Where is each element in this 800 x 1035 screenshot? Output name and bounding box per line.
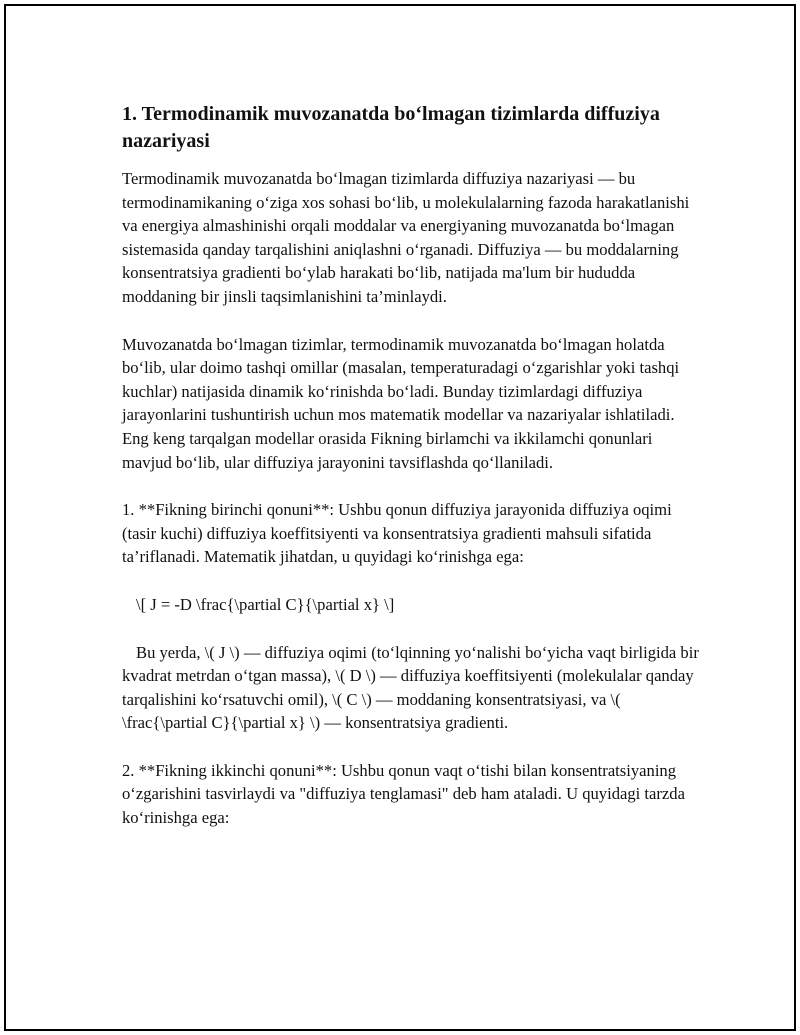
section-title: 1. Termodinamik muvozanatda bo‘lmagan tizimlarda diffuziya nazariyasi — [122, 103, 660, 152]
paragraph-first-law: 1. **Fikning birinchi qonuni**: Ushbu qonun diffuziya jarayonida diffuziya oqimi (tasir kuchi) diffuziya koeffitsiyenti va konsentratsiya gradienti mahsuli sifatida ta’riflanadi. Matematik jihatdan, u quyidagi ko‘rinishga ega: — [122, 500, 672, 567]
paragraph-explanation: Bu yerda, \( J \) — diffuziya oqimi (to‘lqinning yo‘nalishi bo‘yicha vaqt birligida bir kvadrat metrdan o‘tgan massa), \( D \) — diffuziya koeffitsiyenti (molekulalar qanday tarqalishini ko‘rsatuvchi omil), \( C \) — moddaning konsentratsiyasi, va \( \frac{\partial C}{\partial x} \) — konsentratsiya gradienti. — [122, 642, 699, 733]
paragraph-intro: Termodinamik muvozanatda bo‘lmagan tizimlarda diffuziya nazariyasi — bu termodinamikaning o‘ziga xos sohasi bo‘lib, u molekulalarning fazoda harakatlanishi va energiya almashinishi orqali moddalar va energiyaning muvozanatda bo‘lmagan sistemasida qanday tarqalishini aniqlashni o‘rganadi. Diffuziya — bu moddalarning konsentratsiya gradienti bo‘ylab harakati bo‘lib, natijada ma'lum bir hududda moddaning bir jinsli taqsimlanishini ta’minlaydi. — [122, 169, 690, 306]
paragraph-second-law: 2. **Fikning ikkinchi qonuni**: Ushbu qonun vaqt o‘tishi bilan konsentratsiyaning o‘zgarishini tasvirlaydi va "diffuziya tenglamasi" deb ham ataladi. U quyidagi tarzda ko‘rinishga ega: — [122, 760, 685, 828]
page-frame — [4, 4, 796, 1031]
formula-first-law: \[ J = -D \frac{\partial C}{\partial x} \] — [136, 594, 395, 614]
paragraph-nonequilibrium: Muvozanatda bo‘lmagan tizimlar, termodinamik muvozanatda bo‘lmagan holatda bo‘lib, ular doimo tashqi omillar (masalan, temperaturadagi o‘zgarishlar yoki tashqi kuchlar) natijasida dinamik ko‘rinishda bo‘ladi. Bunday tizimlardagi diffuziya jarayonlarini tushuntirish uchun mos matematik modellar va nazariyalar ishlatiladi. Eng keng tarqalgan modellar orasida Fikning birlamchi va ikkilamchi qonunlari mavjud bo‘lib, ular diffuziya jarayonini tavsiflashda qo‘llaniladi. — [122, 334, 680, 472]
document-body — [122, 101, 702, 854]
